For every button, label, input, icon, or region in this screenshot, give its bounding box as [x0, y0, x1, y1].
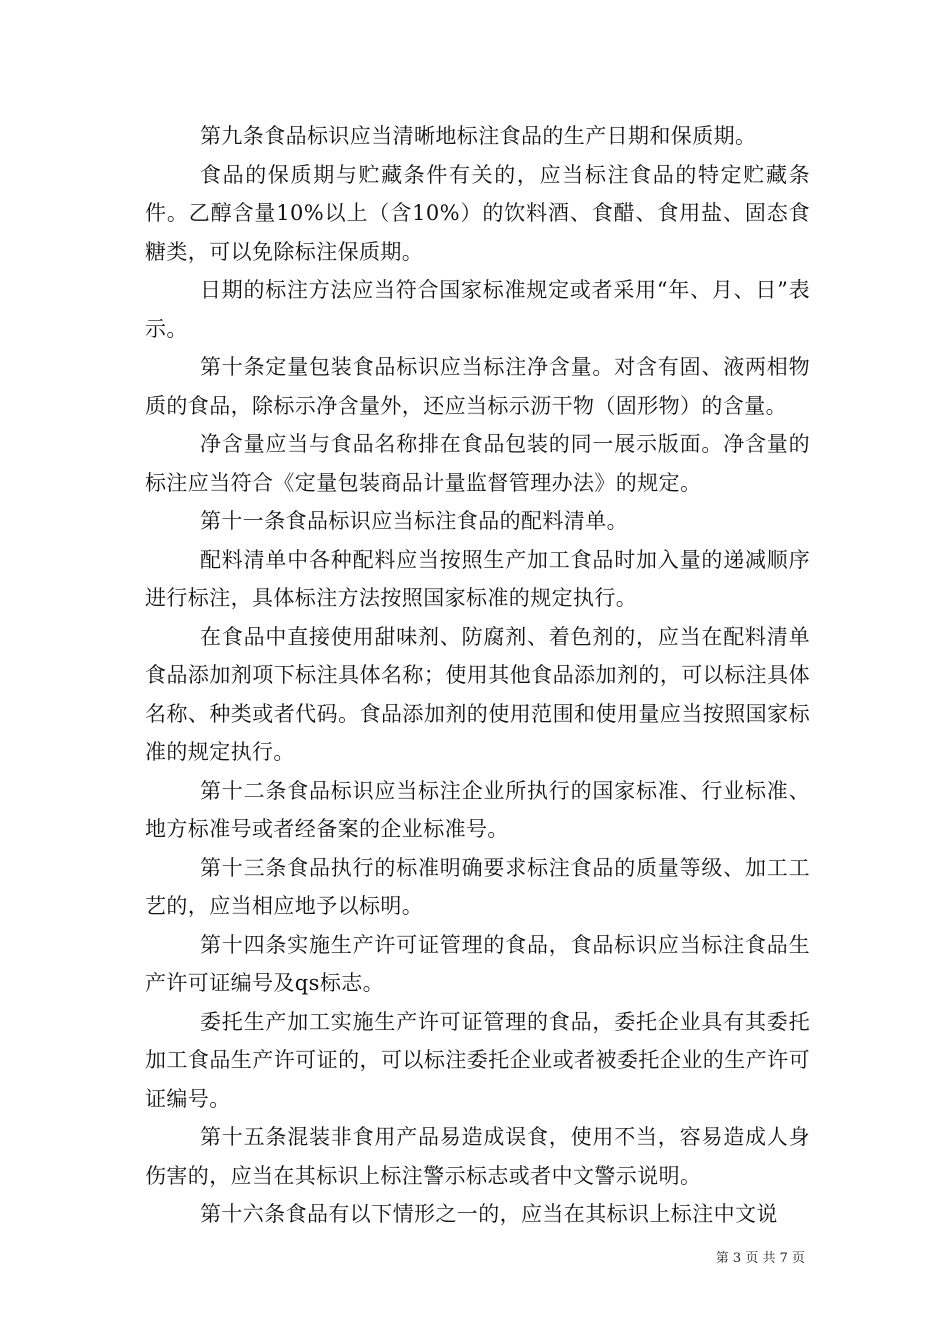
- paragraph-article-10: 第十条定量包装食品标识应当标注净含量。对含有固、液两相物质的食品，除标示净含量外，还应当标示沥干物（固形物）的含量。: [145, 355, 810, 418]
- paragraph-article-16: 第十六条食品有以下情形之一的，应当在其标识上标注中文说: [200, 1202, 778, 1226]
- paragraph-article-12: 第十二条食品标识应当标注企业所执行的国家标准、行业标准、地方标准号或者经备案的企业标准号。: [145, 778, 810, 841]
- paragraph-shelf-life: 食品的保质期与贮藏条件有关的，应当标注食品的特定贮藏条件。乙醇含量10%以上（含10%）的饮料酒、食醋、食用盐、固态食糖类，可以免除标注保质期。: [145, 162, 810, 264]
- paragraph-commissioned-production: 委托生产加工实施生产许可证管理的食品，委托企业具有其委托加工食品生产许可证的，可以标注委托企业或者被委托企业的生产许可证编号。: [145, 1009, 810, 1111]
- document-body: [145, 117, 810, 1234]
- paragraph-additives: 在食品中直接使用甜味剂、防腐剂、着色剂的，应当在配料清单食品添加剂项下标注具体名称；使用其他食品添加剂的，可以标注具体名称、种类或者代码。食品添加剂的使用范围和使用量应当按照国家标准的规定执行。: [145, 624, 810, 764]
- paragraph-date-format: 日期的标注方法应当符合国家标准规定或者采用“年、月、日”表示。: [145, 278, 810, 341]
- paragraph-net-content: 净含量应当与食品名称排在食品包装的同一展示版面。净含量的标注应当符合《定量包装商品计量监督管理办法》的规定。: [145, 432, 810, 495]
- paragraph-article-9: 第九条食品标识应当清晰地标注食品的生产日期和保质期。: [200, 124, 757, 148]
- page-number: 第 3 页 共 7 页: [715, 1251, 805, 1266]
- paragraph-article-15: 第十五条混装非食用产品易造成误食，使用不当，容易造成人身伤害的，应当在其标识上标注警示标志或者中文警示说明。: [145, 1125, 810, 1188]
- paragraph-article-11: 第十一条食品标识应当标注食品的配料清单。: [200, 509, 628, 533]
- paragraph-article-13: 第十三条食品执行的标准明确要求标注食品的质量等级、加工工艺的，应当相应地予以标明。: [145, 855, 810, 918]
- paragraph-ingredient-order: 配料清单中各种配料应当按照生产加工食品时加入量的递减顺序进行标注，具体标注方法按照国家标准的规定执行。: [145, 547, 810, 610]
- paragraph-article-14: 第十四条实施生产许可证管理的食品，食品标识应当标注食品生产许可证编号及qs标志。: [145, 932, 810, 995]
